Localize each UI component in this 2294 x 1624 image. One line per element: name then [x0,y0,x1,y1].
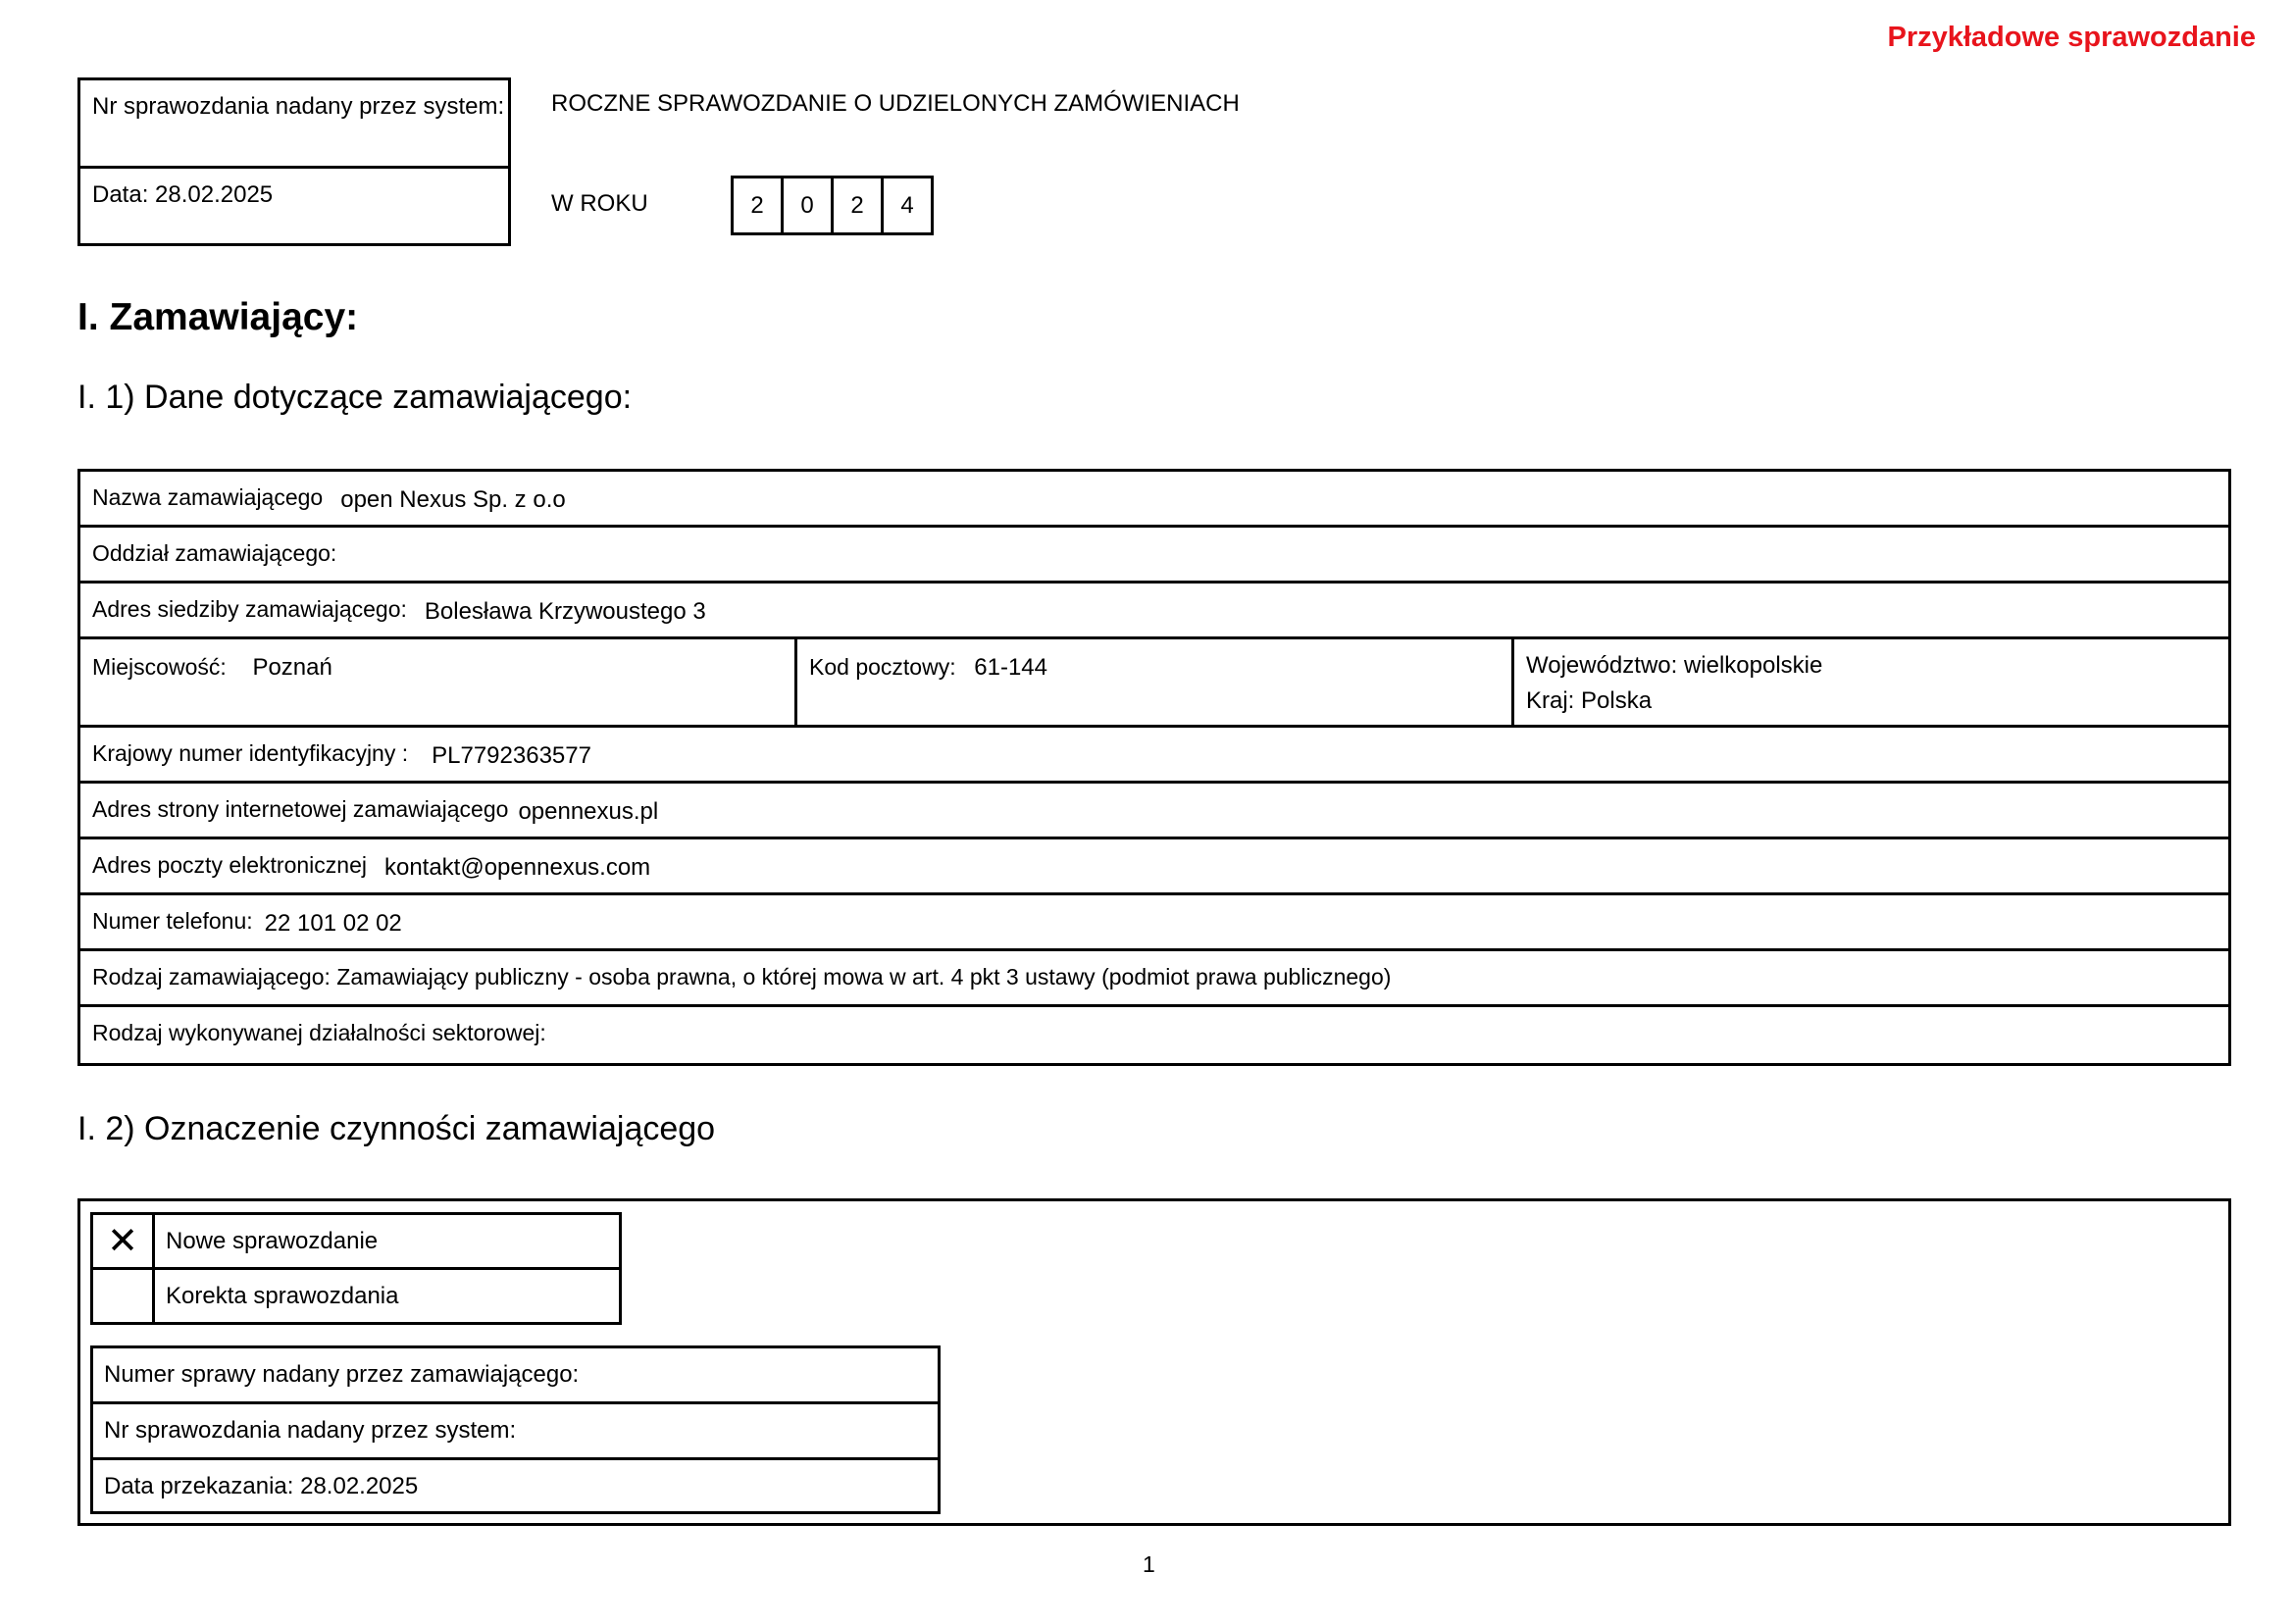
subsection-2-title: I. 2) Oznaczenie czynności zamawiającego [77,1110,716,1147]
purchaser-sector-activity: Rodzaj wykonywanej działalności sektorowej: [92,1020,546,1045]
country: Kraj: Polska [1526,687,1653,714]
new-report-label: Nowe sprawozdanie [166,1228,379,1254]
report-info-table [90,1345,941,1514]
purchaser-website-label: Adres strony internetowej zamawiającego [92,796,509,822]
year-label: W ROKU [551,190,648,217]
purchaser-sector-row [80,1007,2228,1063]
postal-code-value: 61-144 [974,654,1047,681]
year-digit: 2 [834,178,884,232]
purchaser-type-row [80,951,2228,1007]
purchaser-website-value: opennexus.pl [518,798,659,825]
submission-date: Data przekazania: 28.02.2025 [104,1473,419,1499]
year-digit-boxes [731,176,934,235]
purchaser-address-value: Bolesława Krzywoustego 3 [424,598,706,625]
section-title: I. Zamawiający: [77,296,359,338]
purchaser-address-label: Adres siedziby zamawiającego: [92,596,407,622]
city-cell [80,639,797,725]
purchaser-phone-value: 22 101 02 02 [264,910,402,937]
province: Województwo: wielkopolskie [1526,652,1823,679]
region-cell [1514,639,2228,725]
purchaser-branch-label: Oddział zamawiającego: [92,540,337,566]
sample-report-badge: Przykładowe sprawozdanie [1887,22,2256,53]
case-number-label: Numer sprawy nadany przez zamawiającego: [93,1348,938,1404]
report-header-box [77,77,511,246]
year-digit: 2 [734,178,784,232]
correction-report-checkbox[interactable] [93,1270,155,1325]
postal-code-cell [797,639,1514,725]
purchaser-phone-row [80,895,2228,951]
correction-report-label: Korekta sprawozdania [166,1283,399,1309]
checkmark-x-icon: ✕ [107,1221,138,1262]
purchaser-email-label: Adres poczty elektronicznej [92,852,367,878]
system-number-label: Nr sprawozdania nadany przez system: [93,1404,938,1460]
purchaser-type: Rodzaj zamawiającego: Zamawiający publiczny - osoba prawna, o której mowa w art. 4 pkt 3 ustawy (podmiot prawa publicznego) [92,964,1392,990]
purchaser-branch-row [80,528,2228,584]
purchaser-id-label: Krajowy numer identyfikacyjny : [92,740,409,766]
report-type-checklist [90,1212,622,1325]
city-label: Miejscowość: [92,654,227,680]
city-value: Poznań [252,654,332,681]
report-date: Data: 28.02.2025 [92,181,274,208]
purchaser-location-row [80,639,2228,728]
purchaser-website-row [80,784,2228,839]
purchaser-id-row [80,728,2228,784]
year-digit: 0 [784,178,834,232]
new-report-option[interactable] [93,1215,619,1270]
purchaser-email-value: kontakt@opennexus.com [383,854,651,881]
purchaser-email-row [80,839,2228,895]
purchaser-name-value: open Nexus Sp. z o.o [340,486,566,513]
purchaser-address-row [80,584,2228,639]
report-title: ROCZNE SPRAWOZDANIE O UDZIELONYCH ZAMÓWIENIACH [551,90,1240,117]
purchaser-data-table [77,469,2231,1066]
purchaser-name-row [80,472,2228,528]
postal-code-label: Kod pocztowy: [809,654,956,680]
new-report-checkbox[interactable] [93,1215,155,1267]
year-digit: 4 [900,191,914,219]
system-report-number-label: Nr sprawozdania nadany przez system: [80,80,508,169]
purchaser-phone-label: Numer telefonu: [92,908,253,934]
purchaser-name-label: Nazwa zamawiającego [92,484,324,510]
correction-report-option[interactable] [93,1270,619,1325]
subsection-1-title: I. 1) Dane dotyczące zamawiającego: [77,379,633,416]
page-number: 1 [1143,1551,1155,1577]
purchaser-id-value: PL7792363577 [432,742,591,769]
